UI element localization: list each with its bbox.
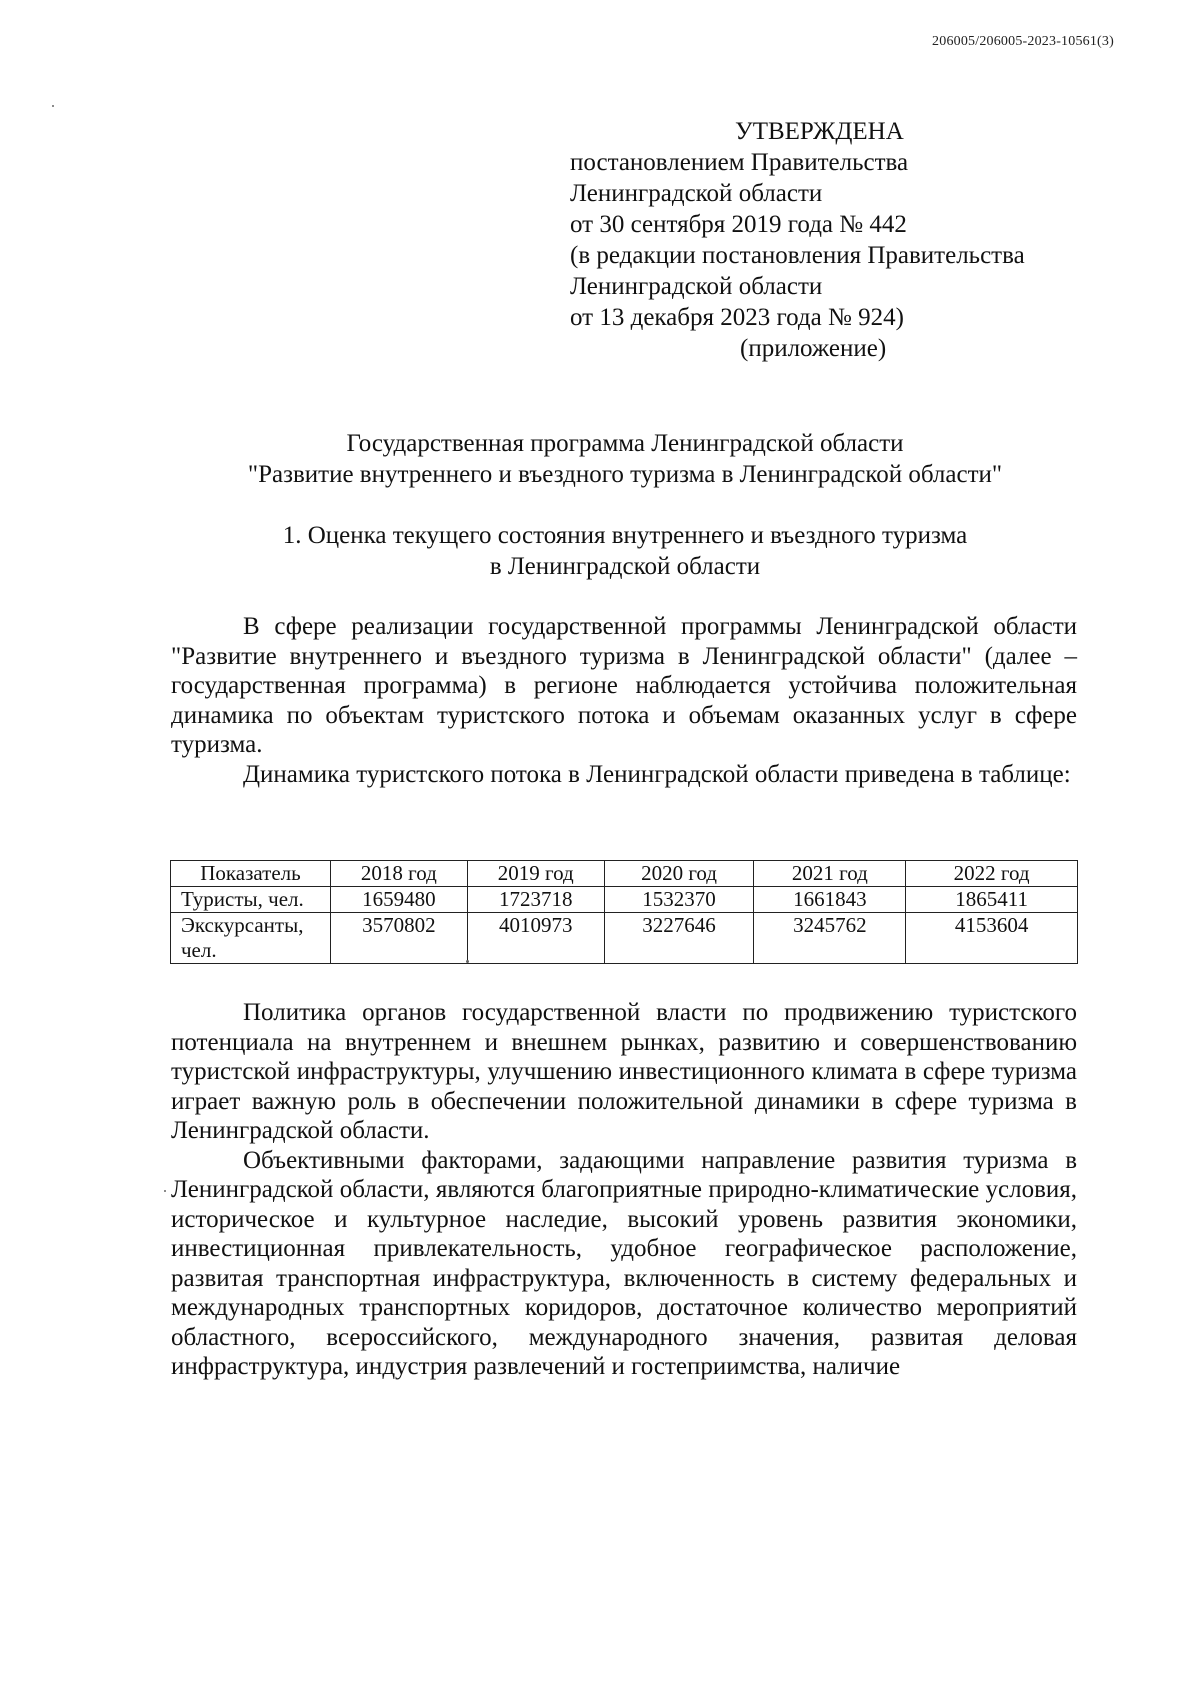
program-title-line: Государственная программа Ленинградской области <box>346 430 904 457</box>
table-cell: 1865411 <box>906 887 1078 913</box>
approval-appendix: (приложение) <box>740 335 887 362</box>
policy-text <box>171 998 1077 1382</box>
table-cell: 1661843 <box>754 887 906 913</box>
intro-text <box>171 612 1077 789</box>
table-row <box>171 913 1078 964</box>
table-header-cell: 2022 год <box>906 861 1078 887</box>
table-cell: 1532370 <box>604 887 754 913</box>
program-title <box>170 428 1080 490</box>
approval-line: от 30 сентября 2019 года № 442 <box>570 211 907 238</box>
table-cell: 3245762 <box>754 913 906 964</box>
program-title-line: "Развитие внутреннего и въездного туризма в Ленинградской области" <box>247 461 1003 488</box>
approval-line: постановлением Правительства <box>570 149 909 176</box>
scan-speck <box>164 1190 166 1192</box>
tourist-flow-table <box>170 860 1078 964</box>
section-title-line: 1. Оценка текущего состояния внутреннего и въездного туризма <box>282 522 968 549</box>
table-cell: Туристы, чел. <box>171 887 331 913</box>
paragraph: Объективными факторами, задающими направление развития туризма в Ленинградской области, являются благоприятные природно-климатические условия, историческое и культурное наследие, высокий уровень развития экономики, инвестиционная привлекательность, удобное географическое расположение, развитая транспортная инфраструктура, включенность в систему федеральных и международных транспортных коридоров, достаточное количество мероприятий областного, всероссийского, международного значения, развитая деловая инфраструктура, индустрия развлечений и гостеприимства, наличие <box>171 1146 1077 1380</box>
table-header-cell: 2018 год <box>330 861 467 887</box>
approval-heading: УТВЕРЖДЕНА <box>735 118 904 145</box>
table-row <box>171 887 1078 913</box>
scan-speck <box>52 105 54 107</box>
approval-line: Ленинградской области <box>570 273 823 300</box>
table-header-cell: 2019 год <box>467 861 604 887</box>
approval-line: от 13 декабря 2023 года № 924) <box>570 304 904 331</box>
approval-line: (в редакции постановления Правительства <box>570 242 1025 269</box>
section-title <box>170 520 1080 582</box>
table-cell: 3227646 <box>604 913 754 964</box>
approval-line: Ленинградской области <box>570 180 823 207</box>
table-header-cell: Показатель <box>171 861 331 887</box>
table-header-cell: 2020 год <box>604 861 754 887</box>
table-header-row <box>171 861 1078 887</box>
approval-block <box>570 116 1130 364</box>
paragraph: В сфере реализации государственной программы Ленинградской области "Развитие внутреннего и въездного туризма в Ленинградской области" (далее – государственная программа) в регионе наблюдается устойчива положительная динамика по объектам туристского потока и объемам оказанных услуг в сфере туризма. <box>171 613 1077 758</box>
document-registration-number: 206005/206005-2023-10561(3) <box>932 34 1114 49</box>
paragraph: Динамика туристского потока в Ленинградской области приведена в таблице: <box>243 760 1071 788</box>
section-title-line: в Ленинградской области <box>489 553 761 580</box>
paragraph: Политика органов государственной власти по продвижению туристского потенциала на внутреннем и внешнем рынках, развитию и совершенствованию туристской инфраструктуры, улучшению инвестиционного климата в сфере туризма играет важную роль в обеспечении положительной динамики в сфере туризма в Ленинградской области. <box>171 999 1077 1144</box>
table-cell: Экскурсанты, чел. <box>171 913 331 964</box>
table-cell: 1723718 <box>467 887 604 913</box>
table-cell: 3570802 <box>330 913 467 964</box>
table-header-cell: 2021 год <box>754 861 906 887</box>
table-cell: 4153604 <box>906 913 1078 964</box>
scan-speck <box>466 960 469 963</box>
table-cell: 1659480 <box>330 887 467 913</box>
table-cell: 4010973 <box>467 913 604 964</box>
